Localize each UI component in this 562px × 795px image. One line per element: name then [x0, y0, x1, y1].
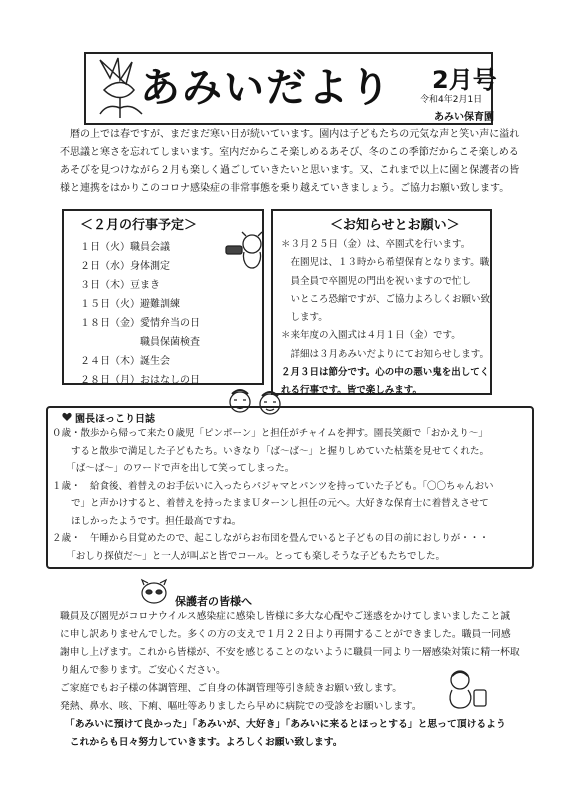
- schedule-list: [80, 238, 200, 390]
- notice-line: します。: [281, 312, 328, 324]
- organization-name: あみい保育園: [434, 112, 494, 123]
- issue-date: 令和4年2月1日: [420, 95, 483, 105]
- notice-line: ＊３月２５日（金）は、卒園式を行います。: [281, 239, 471, 250]
- notice-line: れる行事です。皆で楽しみます。: [281, 385, 422, 397]
- parents-line: 謝申し上げます。これから皆様が、不安を感じることのないように職員一同より一層感染対策に精一杯取: [60, 647, 520, 658]
- intro-paragraph: [60, 126, 530, 198]
- newsletter-title: あみいだより: [140, 65, 392, 111]
- notice-text: [281, 236, 491, 401]
- memo-line: ２歳・ 午睡から目覚めたので、起こしながらお布団を畳んでいると子どもの目の前におしりが・・・: [52, 533, 489, 544]
- schedule-item: １５日（火）避難訓練: [80, 299, 180, 310]
- kids-illustration-icon: [222, 386, 292, 426]
- parents-line: に申し訳ありませんでした。多くの方の支えで１月２２日より再開することができました。職員一同感: [60, 629, 511, 640]
- notice-line: 員全員で卒園児の門出を祝いますので忙し: [281, 275, 472, 287]
- memo-text: [52, 425, 530, 565]
- raccoon-illustration-icon: [137, 578, 171, 608]
- parents-line: これからも日々努力していきます。よろしくお願い致します。: [60, 737, 343, 748]
- schedule-item: ２８日（月）おはなしの日: [80, 375, 200, 386]
- memo-line: ほしかったようです。担任最高ですね。: [52, 515, 242, 527]
- schedule-item: ２日（水）身体測定: [80, 261, 170, 272]
- parents-line: り組んで参ります。ご安心ください。: [60, 665, 226, 676]
- parents-line: 発熱、鼻水、咳、下痢、嘔吐等ありましたら早めに病院での受診をお願いします。: [60, 701, 422, 712]
- notice-line: いところ恐縮ですが、ご協力よろしくお願い致: [281, 293, 491, 305]
- notice-line: ＊来年度の入園式は４月１日（金）です。: [281, 330, 461, 342]
- intro-line: あそびを見つけながら２月も楽しく過ごしていきたいと思います。又、これまで以上に園と保護者の皆: [60, 165, 520, 176]
- parents-line: 「あみいに預けて良かった」「あみいが、大好き」「あみいに来るとほっとする」と思って頂けるよう: [60, 719, 506, 730]
- notice-line: ２月３日は節分です。心の中の悪い鬼を出してく: [281, 367, 490, 379]
- intro-line: 様と連携をはかりこのコロナ感染症の非常事態を乗り越えていきましょう。ご協力お願い致します。: [60, 183, 510, 194]
- child-illustration-icon: [222, 230, 266, 270]
- parents-line: 職員及び園児がコロナウイルス感染症に感染し皆様に多大な心配やご迷惑をかけてしまいましたこと誠: [60, 611, 511, 622]
- schedule-title: ＜２月の行事予定＞: [80, 218, 198, 233]
- schedule-item: ２４日（木）誕生会: [80, 356, 170, 367]
- schedule-item: 職員保菌検査: [80, 337, 200, 348]
- heart-icon: [62, 412, 72, 422]
- schedule-item: １８日（金）愛情弁当の日: [80, 318, 200, 329]
- memo-title: 園長ほっこり日誌: [75, 414, 155, 425]
- intro-line: 不思議と寒さを忘れてしまいます。室内だからこそ楽しめるあそび、冬のこの季節だからこそ楽しめる: [60, 147, 519, 158]
- issue-label: 2月号: [432, 66, 497, 94]
- notice-title: ＜お知らせとお願い＞: [330, 218, 460, 233]
- memo-line: 「おしり探偵だ～」と一人が叫ぶと皆でコール。とっても楽しそうな子どもたちでした。: [52, 550, 446, 562]
- memo-line: で」と声かけすると、着替えを持ったままＵターンし担任の元へ。大好きな保育士に着替えさせて: [52, 498, 489, 509]
- notice-line: 詳細は３月あみいだよりにてお知らせします。: [281, 348, 489, 360]
- parents-title: 保護者の皆様へ: [175, 595, 252, 608]
- parents-text: [60, 608, 540, 752]
- schedule-item: ３日（木）豆まき: [80, 280, 160, 291]
- intro-line: 暦の上では春ですが、まだまだ寒い日が続いています。園内は子どもたちの元気な声と笑い声に溢れ: [60, 129, 520, 140]
- memo-line: １歳・ 給食後、着替えのお手伝いに入ったらパジャマとパンツを持っていた子ども。「〇〇ちゃんおい: [52, 480, 494, 492]
- memo-line: 「ば～ば～」のワードで声を出して笑ってしまった。: [52, 463, 295, 474]
- memo-line: ０歳・散歩から帰って来た０歳児「ピンポーン」と担任がチャイムを押す。園長笑顔で「おかえり～」: [52, 428, 488, 439]
- schedule-item: １日（火）職員会議: [80, 242, 170, 253]
- parents-line: ご家庭でもお子様の体調管理、ご自身の体調管理等引き続きお願い致します。: [60, 683, 403, 694]
- memo-line: すると散歩で満足した子どもたち。いきなり「ば～ば～」と握りしめていた枯葉を見せてくれた。: [52, 445, 490, 457]
- notice-line: 在園児は、１３時から希望保育となります。職: [281, 257, 490, 269]
